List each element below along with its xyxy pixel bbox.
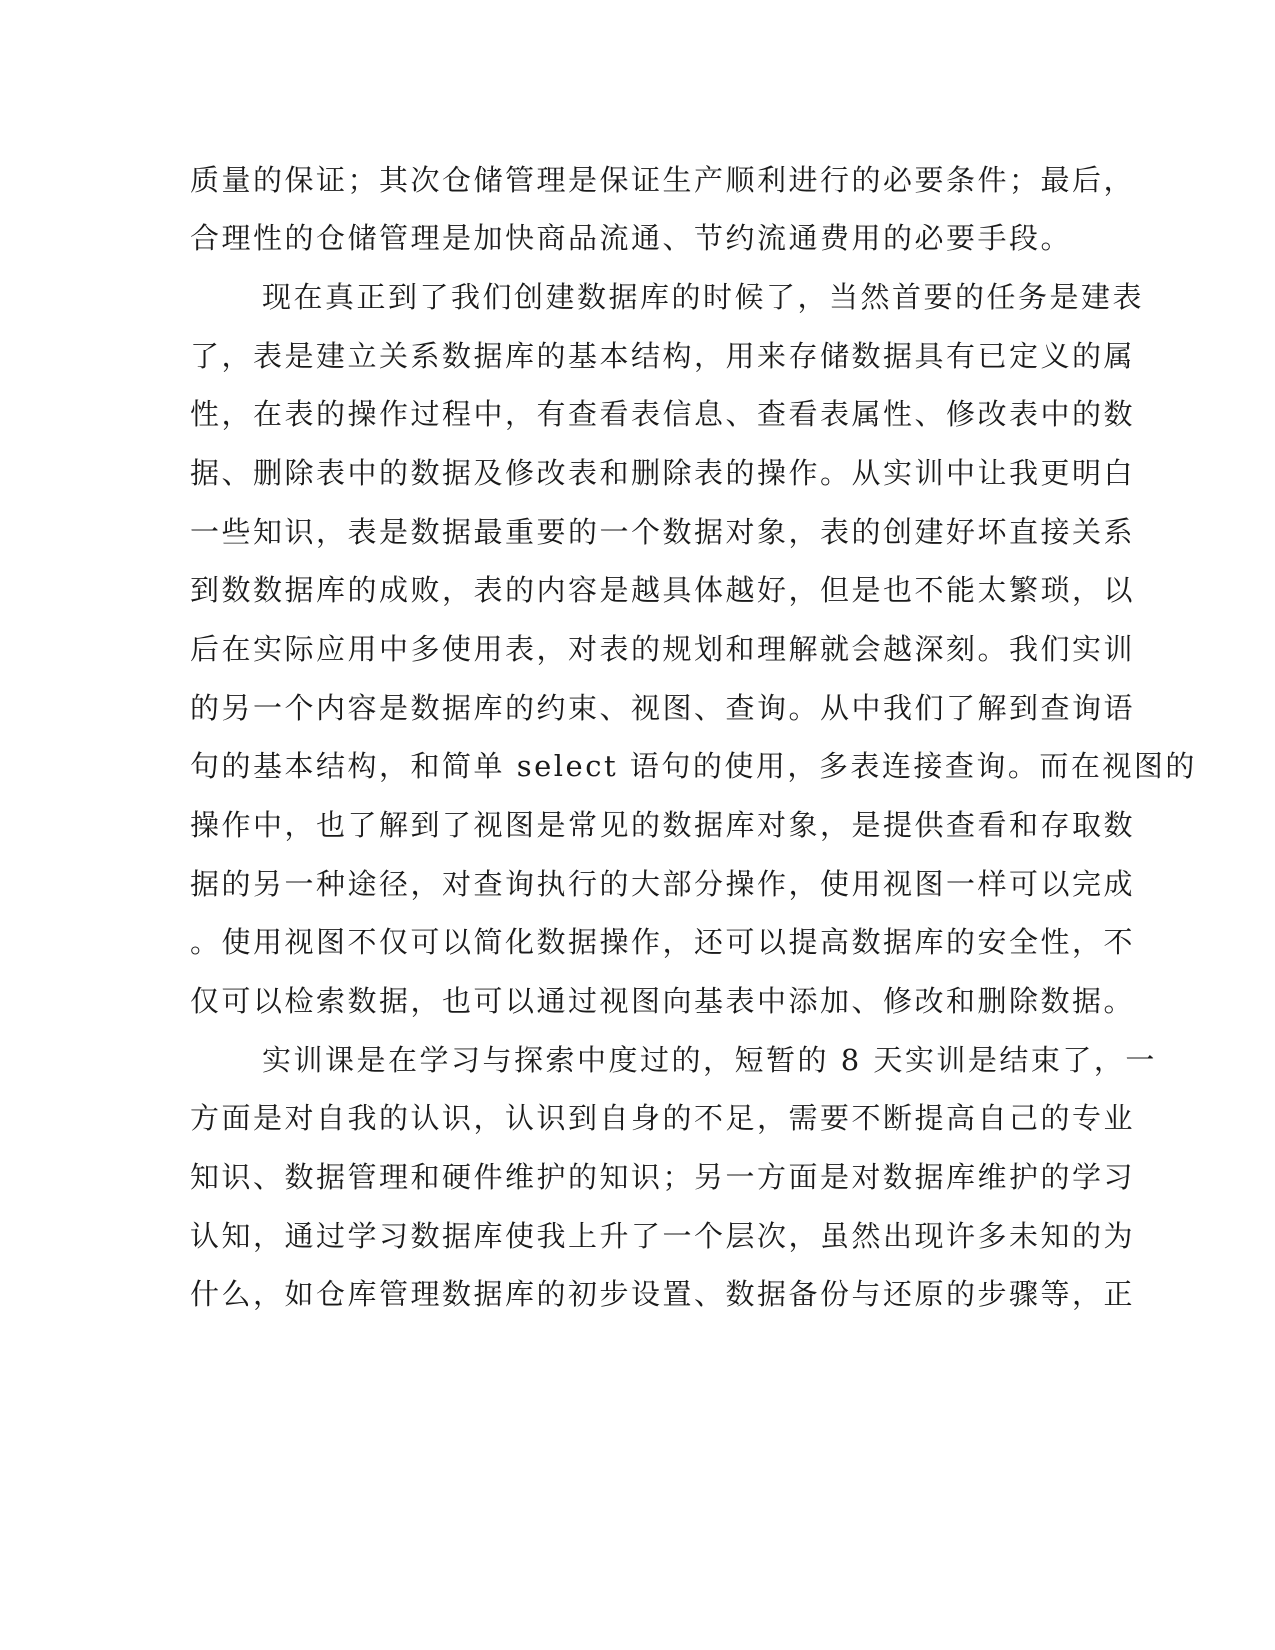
- text-line: 仅可以检索数据，也可以通过视图向基表中添加、修改和删除数据。: [190, 984, 1136, 1018]
- text-line: 。使用视图不仅可以简化数据操作，还可以提高数据库的安全性，不: [190, 925, 1136, 959]
- text-line: 了，表是建立关系数据库的基本结构，用来存储数据具有已定义的属: [190, 339, 1136, 373]
- text-line: 方面是对自我的认识，认识到自身的不足，需要不断提高自己的专业: [190, 1101, 1136, 1135]
- text-line: 的另一个内容是数据库的约束、视图、查询。从中我们了解到查询语: [190, 691, 1136, 725]
- text-line: 据的另一种途径，对查询执行的大部分操作，使用视图一样可以完成: [190, 867, 1136, 901]
- text-line: 一些知识，表是数据最重要的一个数据对象，表的创建好坏直接关系: [190, 515, 1136, 549]
- text-line: 什么，如仓库管理数据库的初步设置、数据备份与还原的步骤等，正: [190, 1277, 1136, 1311]
- text-line: 句的基本结构，和简单 select 语句的使用，多表连接查询。而在视图的: [190, 749, 1197, 783]
- text-line: 合理性的仓储管理是加快商品流通、节约流通费用的必要手段。: [190, 221, 1073, 255]
- paragraph-first-line: 现在真正到了我们创建数据库的时候了，当然首要的任务是建表: [262, 280, 1145, 314]
- paragraph-first-line: 实训课是在学习与探索中度过的，短暂的 8 天实训是结束了，一: [262, 1043, 1157, 1077]
- text-line: 据、删除表中的数据及修改表和删除表的操作。从实训中让我更明白: [190, 456, 1136, 490]
- text-line: 质量的保证；其次仓储管理是保证生产顺利进行的必要条件；最后，: [190, 163, 1136, 197]
- text-line: 认知，通过学习数据库使我上升了一个层次，虽然出现许多未知的为: [190, 1219, 1136, 1253]
- text-line: 知识、数据管理和硬件维护的知识；另一方面是对数据库维护的学习: [190, 1160, 1136, 1194]
- text-line: 后在实际应用中多使用表，对表的规划和理解就会越深刻。我们实训: [190, 632, 1136, 666]
- text-line: 到数数据库的成败，表的内容是越具体越好，但是也不能太繁琐，以: [190, 573, 1136, 607]
- text-line: 性，在表的操作过程中，有查看表信息、查看表属性、修改表中的数: [190, 397, 1136, 431]
- text-line: 操作中，也了解到了视图是常见的数据库对象，是提供查看和存取数: [190, 808, 1136, 842]
